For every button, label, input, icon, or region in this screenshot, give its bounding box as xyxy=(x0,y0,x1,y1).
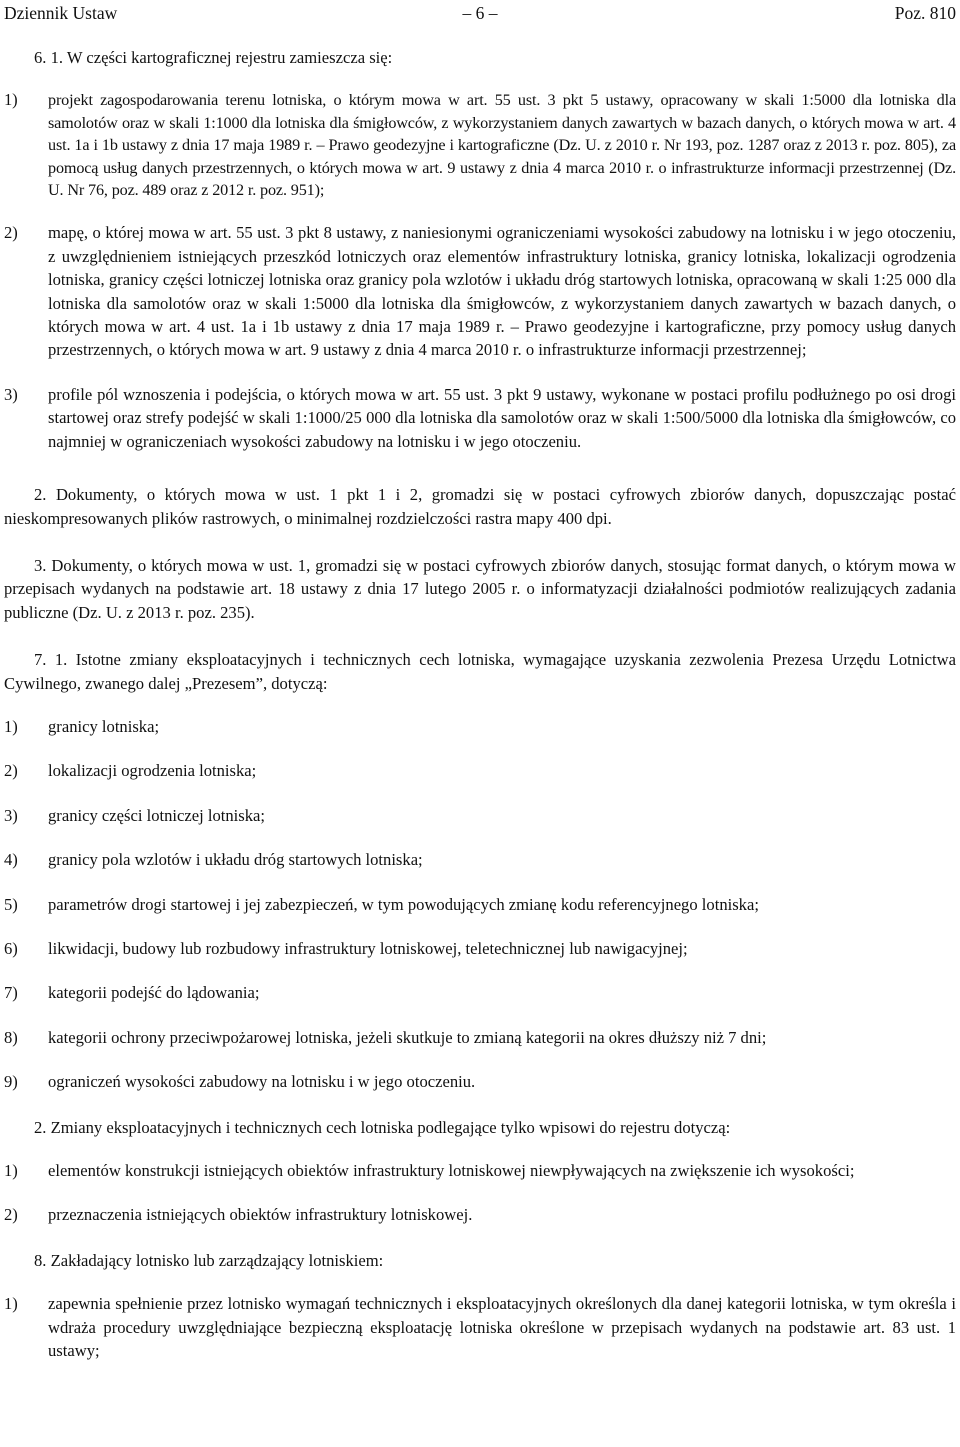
section-7-item-6 xyxy=(4,937,956,960)
section-6-para-3: 3. Dokumenty, o których mowa w ust. 1, gromadzi się w postaci cyfrowych zbiorów danych, stosując format danych, o którym mowa w przepisach wydanych na podstawie art. 18 ustawy z dnia 17 lutego 2005 r. o informatyzacji działalności podmiotów realizujących zadania publiczne (Dz. U. z 2013 r. poz. 235). xyxy=(4,555,956,622)
section-7-item-3 xyxy=(4,804,956,827)
section-8-item-1 xyxy=(4,1292,956,1362)
publication-name: Dziennik Ustaw xyxy=(4,3,118,23)
item-text: zapewnia spełnienie przez lotnisko wymagań technicznych i eksploatacyjnych określonych dla danej kategorii lotniska, w tym określa i wdraża procedury uwzględniające bezpieczną eksploatację lotniska określone w przepisach wydanych na podstawie art. 83 ust. 1 ustawy; xyxy=(48,1294,956,1361)
item-number: 1) xyxy=(4,1161,18,1180)
item-number: 2) xyxy=(4,761,18,781)
page-number: – 6 – xyxy=(462,3,498,23)
document-body xyxy=(4,46,956,1383)
item-text: kategorii ochrony przeciwpożarowej lotniska, jeżeli skutkuje to zmianą kategorii na okres dłuższy niż 7 dni; xyxy=(48,1027,767,1047)
item-text: lokalizacji ogrodzenia lotniska; xyxy=(48,761,257,781)
page-header xyxy=(0,2,960,24)
item-text: granicy lotniska; xyxy=(48,716,160,736)
item-text: kategorii podejść do lądowania; xyxy=(48,983,260,1003)
item-text: ograniczeń wysokości zabudowy na lotnisku i w jego otoczeniu. xyxy=(48,1072,476,1092)
item-text: granicy części lotniczej lotniska; xyxy=(48,805,266,825)
section-7-item-2 xyxy=(4,759,956,782)
item-number: 3) xyxy=(4,805,18,825)
section-7-para-2: 2. Zmiany eksploatacyjnych i technicznych cech lotniska podlegające tylko wpisowi do rejestru dotyczą: xyxy=(34,1117,731,1137)
item-text: przeznaczenia istniejących obiektów infrastruktury lotniskowej. xyxy=(48,1205,473,1225)
section-7-item-7 xyxy=(4,981,956,1004)
item-text: projekt zagospodarowania terenu lotniska, o którym mowa w art. 55 ust. 3 pkt 5 ustawy, opracowany w skali 1:5000 dla lotniska dla samolotów oraz w skali 1:1000 dla lotniska dla śmigłowców, z wykorzystaniem danych zawartych w bazach danych, o których mowa w art. 4 ust. 1a i 1b ustawy z dnia 17 maja 1989 r. – Prawo geodezyjne i kartograficzne (Dz. U. z 2010 r. Nr 193, poz. 1287 oraz z 2013 r. poz. 805), za pomocą usług danych przestrzennych, o których mowa w art. 9 ustawy z dnia 4 marca 2010 r. o infrastrukturze informacji przestrzennej (Dz. U. Nr 76, poz. 489 oraz z 2012 r. poz. 951); xyxy=(48,91,956,200)
item-number: 1) xyxy=(4,90,18,110)
position-number: Poz. 810 xyxy=(894,3,956,23)
item-text: parametrów drogi startowej i jej zabezpieczeń, w tym powodujących zmianę kodu referencyjnego lotniska; xyxy=(48,894,759,914)
item-text: profile pól wznoszenia i podejścia, o których mowa w art. 55 ust. 3 pkt 9 ustawy, wykonane w postaci profilu podłużnego po osi drogi startowej oraz strefy podejść w skali 1:1000/25 000 dla lotniska dla samolotów oraz w skali 1:500/5000 dla lotniska dla śmigłowców, co najmniej w ograniczeniach wysokości zabudowy na lotnisku i w jego otoczeniu. xyxy=(48,384,956,451)
item-text: elementów konstrukcji istniejących obiektów infrastruktury lotniskowej niewpływających na zwiększenie ich wysokości; xyxy=(48,1161,855,1180)
section-7-item-8 xyxy=(4,1026,956,1049)
section-6-para-1: 6. 1. W części kartograficznej rejestru zamieszcza się: xyxy=(34,48,393,67)
section-7-item-9 xyxy=(4,1070,956,1093)
item-number: 5) xyxy=(4,894,18,914)
item-number: 1) xyxy=(4,1294,18,1314)
section-6-para-2: 2. Dokumenty, o których mowa w ust. 1 pkt 1 i 2, gromadzi się w postaci cyfrowych zbiorów danych, dopuszczając postać nieskompresowanych plików rastrowych, o minimalnej rozdzielczości rastra mapy 400 dpi. xyxy=(4,485,956,528)
item-number: 7) xyxy=(4,983,18,1003)
item-number: 1) xyxy=(4,716,18,736)
section-6-item-1 xyxy=(4,89,956,201)
section-7-item-1 xyxy=(4,715,956,738)
item-text: granicy pola wzlotów i układu dróg startowych lotniska; xyxy=(48,850,423,870)
item-number: 3) xyxy=(4,384,18,404)
section-7-2-item-2 xyxy=(4,1203,956,1226)
section-7-2-item-1 xyxy=(4,1159,956,1182)
section-7-para-1: 7. 1. Istotne zmiany eksploatacyjnych i technicznych cech lotniska, wymagające uzyskania zezwolenia Prezesa Urzędu Lotnictwa Cywilnego, zwanego dalej „Prezesem”, dotyczą: xyxy=(4,650,956,693)
item-number: 8) xyxy=(4,1027,18,1047)
section-7-item-5 xyxy=(4,893,956,916)
section-6-item-3 xyxy=(4,383,956,453)
item-text: mapę, o której mowa w art. 55 ust. 3 pkt 8 ustawy, z naniesionymi ograniczeniami wysokości zabudowy na lotnisku i w jego otoczeniu, z uwzględnieniem istniejących przeszkód lotniczych oraz elementów infrastruktury lotniska, granicy lotniska, lokalizacji ogrodzenia lotniska, granicy części lotniczej lotniska oraz granicy pola wzlotów i układu dróg startowych lotniska, opracowaną w skali 1:25 000 dla lotniska dla samolotów oraz w skali 1:5000 dla lotniska dla śmigłowców, z wykorzystaniem danych zawartych w bazach danych, o których mowa w art. 4 ust. 1a i 1b ustawy z dnia 17 maja 1989 r. – Prawo geodezyjne i kartograficzne, przy pomocy usług danych przestrzennych, o których mowa w art. 9 ustawy z dnia 4 marca 2010 r. o infrastrukturze informacji przestrzennej; xyxy=(48,223,956,360)
section-8-para-1: 8. Zakładający lotnisko lub zarządzający lotniskiem: xyxy=(34,1250,384,1270)
section-7-item-4 xyxy=(4,848,956,871)
section-6-item-2 xyxy=(4,221,956,361)
item-number: 2) xyxy=(4,1205,18,1225)
item-number: 6) xyxy=(4,938,18,958)
item-number: 9) xyxy=(4,1072,18,1092)
item-number: 4) xyxy=(4,850,18,870)
item-number: 2) xyxy=(4,223,18,243)
item-text: likwidacji, budowy lub rozbudowy infrastruktury lotniskowej, teletechnicznej lub nawigacyjnej; xyxy=(48,938,688,958)
